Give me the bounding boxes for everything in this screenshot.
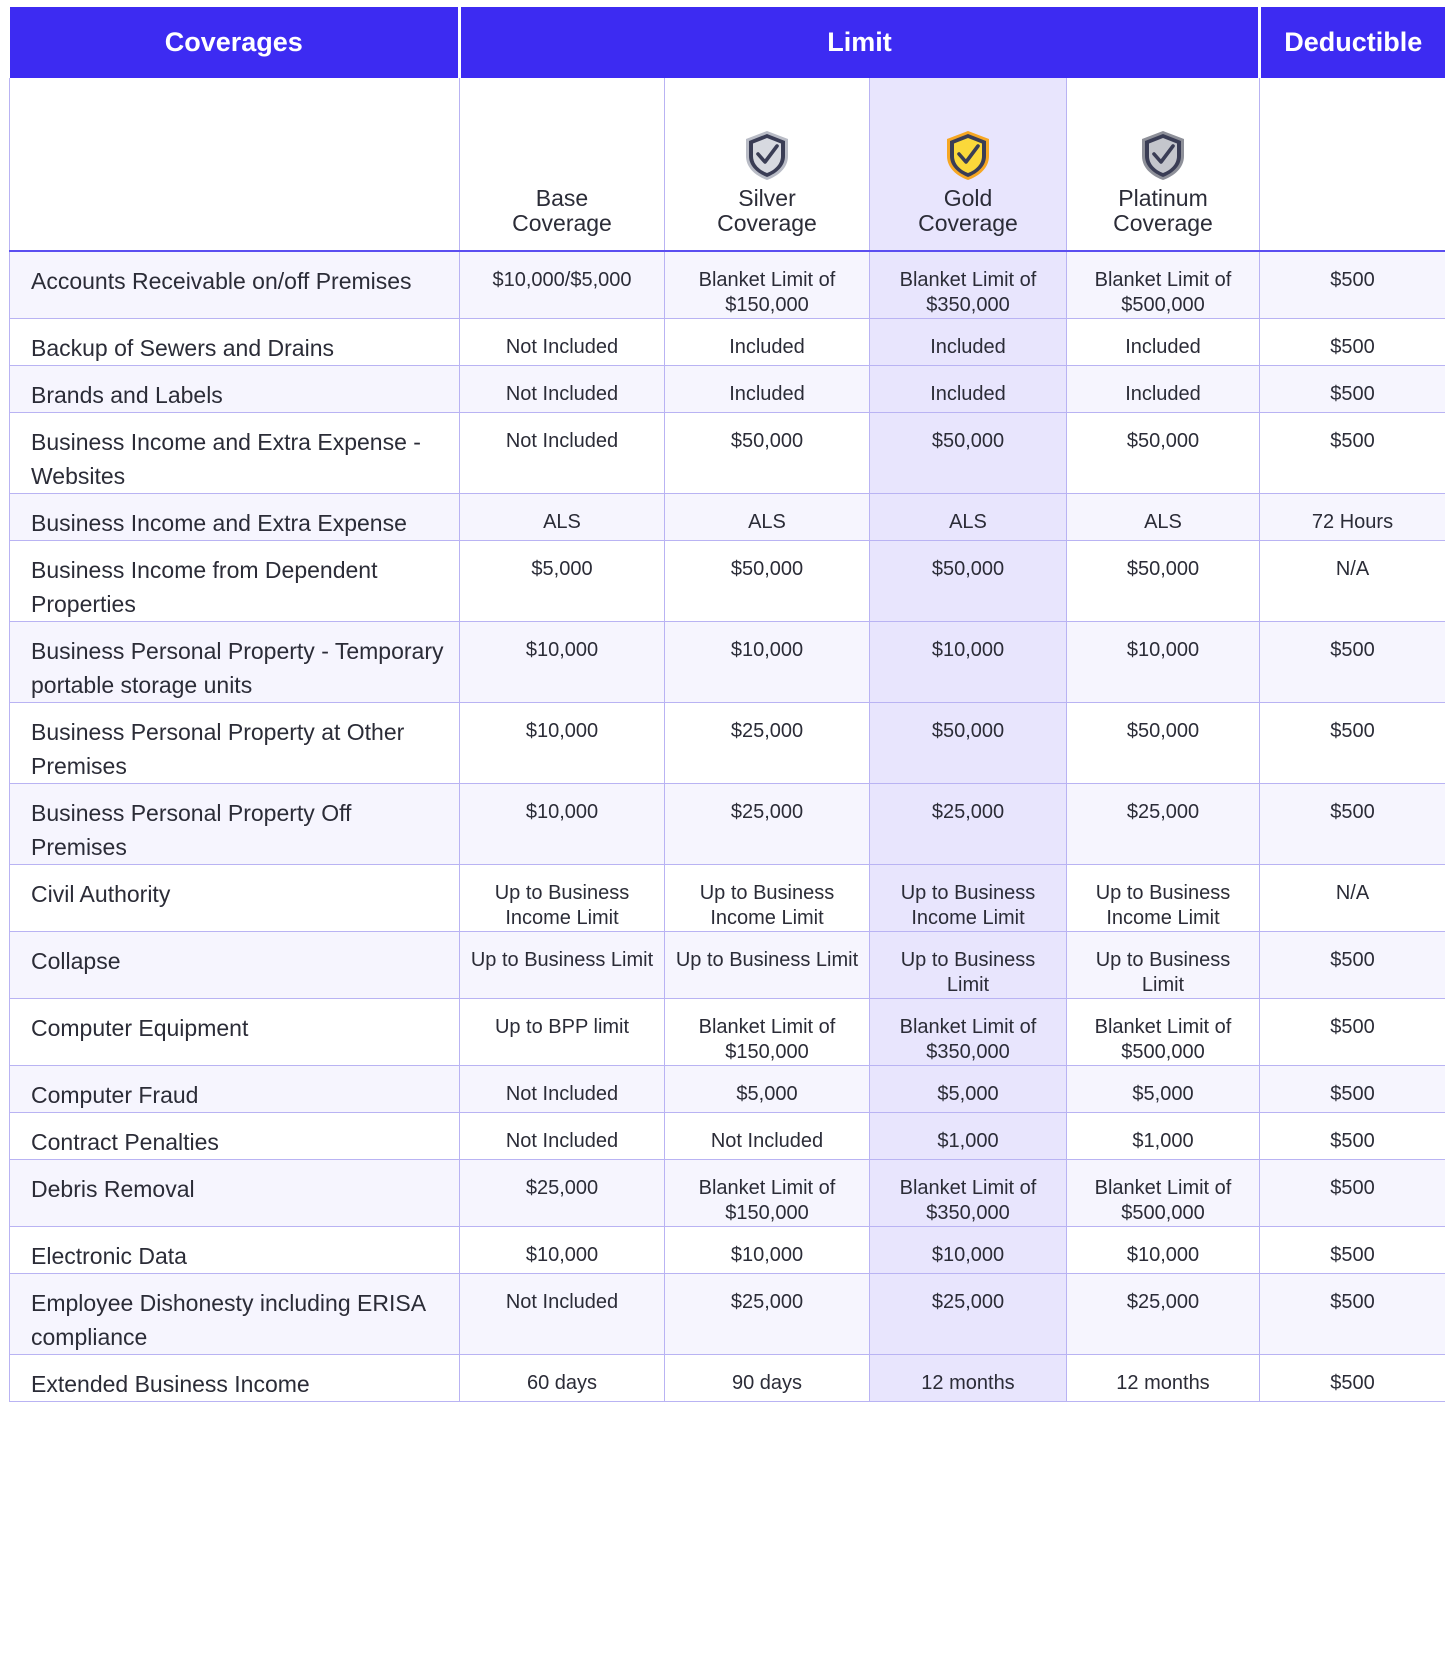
tier-name: Silver	[738, 185, 796, 211]
silver-limit: Blanket Limit of $150,000	[665, 999, 870, 1066]
base-limit: $10,000	[460, 622, 665, 703]
gold-limit: $10,000	[870, 1227, 1067, 1274]
header-coverages: Coverages	[10, 7, 460, 78]
table-row	[10, 251, 1445, 319]
tier-silver	[665, 78, 870, 251]
coverage-name: Civil Authority	[10, 865, 460, 932]
deductible-value: $500	[1260, 784, 1445, 865]
deductible-value: $500	[1260, 622, 1445, 703]
table-row	[10, 932, 1445, 999]
silver-limit: Up to Business Income Limit	[665, 865, 870, 932]
tier-sub: Coverage	[512, 210, 612, 236]
table-row	[10, 494, 1445, 541]
base-limit: Not Included	[460, 413, 665, 494]
gold-limit: Included	[870, 366, 1067, 413]
silver-limit: $25,000	[665, 703, 870, 784]
table-row	[10, 541, 1445, 622]
coverage-comparison-table-wrapper	[9, 7, 1445, 1402]
deductible-value: $500	[1260, 999, 1445, 1066]
deductible-value: $500	[1260, 1066, 1445, 1113]
gold-limit: Blanket Limit of $350,000	[870, 999, 1067, 1066]
tier-deductible-empty-cell	[1260, 78, 1445, 251]
deductible-value: $500	[1260, 1227, 1445, 1274]
platinum-limit: $50,000	[1067, 541, 1260, 622]
platinum-limit: $50,000	[1067, 413, 1260, 494]
tier-sub: Coverage	[918, 210, 1018, 236]
coverage-name: Employee Dishonesty including ERISA compliance	[10, 1274, 460, 1355]
tier-name: Gold	[943, 185, 993, 211]
coverage-name: Business Personal Property at Other Premises	[10, 703, 460, 784]
silver-limit: ALS	[665, 494, 870, 541]
silver-limit: $10,000	[665, 622, 870, 703]
gold-limit: $5,000	[870, 1066, 1067, 1113]
platinum-shield-icon	[1137, 128, 1189, 182]
table-row	[10, 622, 1445, 703]
tier-name: Base	[535, 185, 589, 211]
tier-name: Platinum	[1118, 185, 1208, 211]
tier-sub: Coverage	[717, 210, 817, 236]
coverage-name: Collapse	[10, 932, 460, 999]
coverage-name: Accounts Receivable on/off Premises	[10, 251, 460, 319]
silver-limit: $50,000	[665, 541, 870, 622]
deductible-value: $500	[1260, 932, 1445, 999]
silver-limit: Up to Business Limit	[665, 932, 870, 999]
tier-base	[460, 78, 665, 251]
table-row	[10, 319, 1445, 366]
platinum-limit: Up to Business Limit	[1067, 932, 1260, 999]
gold-limit: $10,000	[870, 622, 1067, 703]
gold-limit: $1,000	[870, 1113, 1067, 1160]
coverage-name: Debris Removal	[10, 1160, 460, 1227]
tier-sub: Coverage	[1113, 210, 1213, 236]
base-limit: $10,000	[460, 784, 665, 865]
silver-shield-icon	[741, 128, 793, 182]
base-limit: $10,000	[460, 703, 665, 784]
base-limit: Not Included	[460, 1066, 665, 1113]
base-limit: 60 days	[460, 1355, 665, 1402]
gold-limit: Blanket Limit of $350,000	[870, 251, 1067, 319]
silver-limit: Included	[665, 366, 870, 413]
gold-limit: $50,000	[870, 541, 1067, 622]
gold-limit: $25,000	[870, 784, 1067, 865]
gold-limit: $25,000	[870, 1274, 1067, 1355]
coverage-name: Business Personal Property Off Premises	[10, 784, 460, 865]
deductible-value: $500	[1260, 703, 1445, 784]
coverage-name: Brands and Labels	[10, 366, 460, 413]
base-limit: Up to Business Limit	[460, 932, 665, 999]
base-limit: Not Included	[460, 366, 665, 413]
tier-header	[10, 78, 1445, 251]
silver-limit: $25,000	[665, 784, 870, 865]
platinum-limit: Blanket Limit of $500,000	[1067, 999, 1260, 1066]
deductible-value: $500	[1260, 366, 1445, 413]
platinum-limit: $10,000	[1067, 622, 1260, 703]
coverage-name: Electronic Data	[10, 1227, 460, 1274]
silver-limit: Blanket Limit of $150,000	[665, 1160, 870, 1227]
platinum-limit: $50,000	[1067, 703, 1260, 784]
platinum-limit: Included	[1067, 319, 1260, 366]
platinum-limit: $5,000	[1067, 1066, 1260, 1113]
table-row	[10, 999, 1445, 1066]
deductible-value: N/A	[1260, 541, 1445, 622]
coverage-name: Computer Fraud	[10, 1066, 460, 1113]
platinum-limit: Blanket Limit of $500,000	[1067, 1160, 1260, 1227]
base-limit: Not Included	[460, 1113, 665, 1160]
tier-gold	[870, 78, 1067, 251]
coverage-name: Extended Business Income	[10, 1355, 460, 1402]
table-row	[10, 865, 1445, 932]
platinum-limit: Up to Business Income Limit	[1067, 865, 1260, 932]
coverage-name: Business Income and Extra Expense - Websites	[10, 413, 460, 494]
gold-limit: Included	[870, 319, 1067, 366]
silver-limit: $5,000	[665, 1066, 870, 1113]
gold-limit: Up to Business Income Limit	[870, 865, 1067, 932]
deductible-value: $500	[1260, 1274, 1445, 1355]
silver-limit: $25,000	[665, 1274, 870, 1355]
deductible-value: $500	[1260, 1355, 1445, 1402]
deductible-value: $500	[1260, 251, 1445, 319]
table-row	[10, 413, 1445, 494]
gold-limit: $50,000	[870, 413, 1067, 494]
platinum-limit: ALS	[1067, 494, 1260, 541]
deductible-value: N/A	[1260, 865, 1445, 932]
tier-platinum	[1067, 78, 1260, 251]
deductible-value: $500	[1260, 319, 1445, 366]
base-limit: Not Included	[460, 319, 665, 366]
silver-limit: Included	[665, 319, 870, 366]
coverage-name: Business Income from Dependent Properties	[10, 541, 460, 622]
silver-limit: Blanket Limit of $150,000	[665, 251, 870, 319]
table-header	[10, 7, 1445, 78]
gold-limit: ALS	[870, 494, 1067, 541]
base-limit: Up to Business Income Limit	[460, 865, 665, 932]
silver-limit: 90 days	[665, 1355, 870, 1402]
gold-limit: $50,000	[870, 703, 1067, 784]
gold-limit: Up to Business Limit	[870, 932, 1067, 999]
table-row	[10, 1066, 1445, 1113]
header-limit: Limit	[460, 7, 1260, 78]
coverage-name: Computer Equipment	[10, 999, 460, 1066]
coverage-name: Backup of Sewers and Drains	[10, 319, 460, 366]
coverage-rows	[10, 251, 1445, 1402]
deductible-value: 72 Hours	[1260, 494, 1445, 541]
deductible-value: $500	[1260, 1160, 1445, 1227]
table-row	[10, 703, 1445, 784]
table-row	[10, 1227, 1445, 1274]
table-row	[10, 366, 1445, 413]
table-row	[10, 784, 1445, 865]
silver-limit: $50,000	[665, 413, 870, 494]
coverage-comparison-table	[9, 7, 1445, 1402]
header-deductible: Deductible	[1260, 7, 1445, 78]
coverage-name: Business Income and Extra Expense	[10, 494, 460, 541]
base-limit: $25,000	[460, 1160, 665, 1227]
table-row	[10, 1160, 1445, 1227]
gold-limit: 12 months	[870, 1355, 1067, 1402]
silver-limit: $10,000	[665, 1227, 870, 1274]
deductible-value: $500	[1260, 1113, 1445, 1160]
table-row	[10, 1355, 1445, 1402]
platinum-limit: $25,000	[1067, 1274, 1260, 1355]
base-limit: $10,000/$5,000	[460, 251, 665, 319]
silver-limit: Not Included	[665, 1113, 870, 1160]
base-limit: $10,000	[460, 1227, 665, 1274]
base-limit: Up to BPP limit	[460, 999, 665, 1066]
platinum-limit: $10,000	[1067, 1227, 1260, 1274]
platinum-limit: Included	[1067, 366, 1260, 413]
platinum-limit: $1,000	[1067, 1113, 1260, 1160]
base-limit: $5,000	[460, 541, 665, 622]
table-row	[10, 1274, 1445, 1355]
platinum-limit: 12 months	[1067, 1355, 1260, 1402]
platinum-limit: Blanket Limit of $500,000	[1067, 251, 1260, 319]
base-limit: Not Included	[460, 1274, 665, 1355]
table-row	[10, 1113, 1445, 1160]
tier-empty-cell	[10, 78, 460, 251]
gold-shield-icon	[942, 128, 994, 182]
coverage-name: Contract Penalties	[10, 1113, 460, 1160]
deductible-value: $500	[1260, 413, 1445, 494]
gold-limit: Blanket Limit of $350,000	[870, 1160, 1067, 1227]
coverage-name: Business Personal Property - Temporary portable storage units	[10, 622, 460, 703]
platinum-limit: $25,000	[1067, 784, 1260, 865]
base-limit: ALS	[460, 494, 665, 541]
tier-row	[10, 78, 1445, 251]
